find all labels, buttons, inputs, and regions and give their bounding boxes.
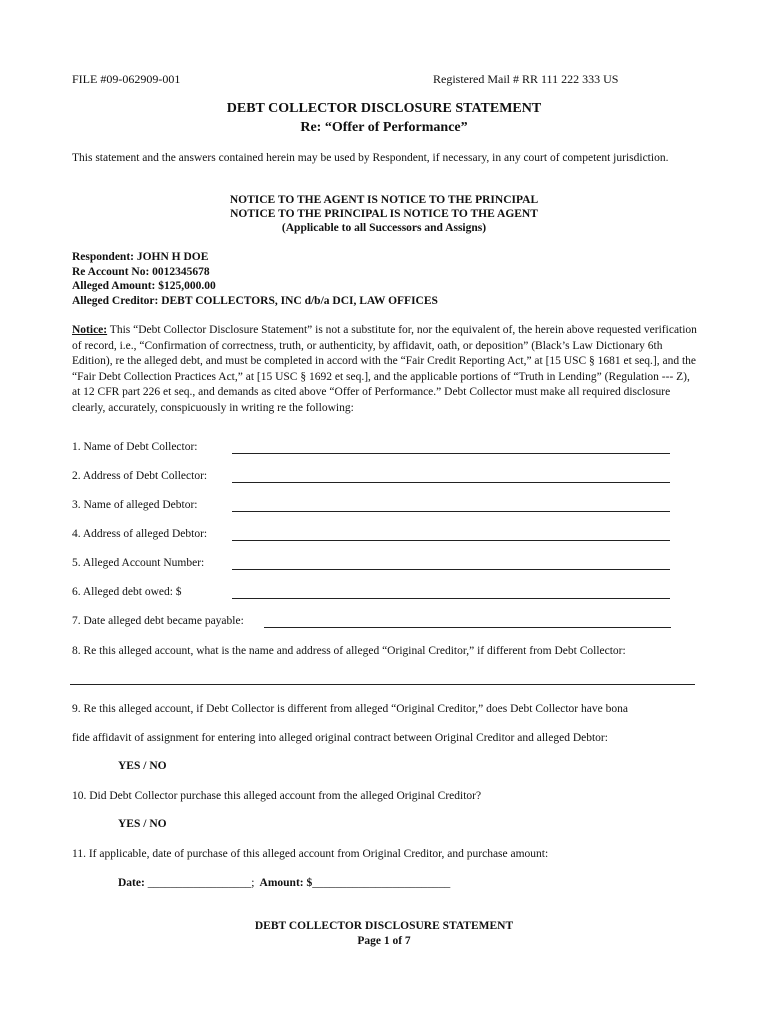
question-2-label: 2. Address of Debt Collector:	[72, 470, 208, 482]
date-field[interactable]: __________________;	[147, 877, 255, 889]
question-4-label: 4. Address of alleged Debtor:	[72, 528, 208, 540]
question-9-yes-no[interactable]: YES / NO	[118, 760, 167, 772]
question-11-label: 11. If applicable, date of purchase of this alleged account from Original Creditor, and purchase amount:	[72, 848, 549, 860]
question-9-label-continued: fide affidavit of assignment for entering into alleged original contract between Original Creditor and alleged Debtor:	[72, 732, 608, 744]
question-5-answer-line[interactable]	[232, 569, 670, 570]
question-10-label: 10. Did Debt Collector purchase this alleged account from the alleged Original Creditor?	[72, 790, 482, 802]
question-10-yes-no[interactable]: YES / NO	[118, 818, 167, 830]
date-label: Date:	[118, 877, 148, 889]
notice-paragraph	[72, 323, 698, 416]
question-2-answer-line[interactable]	[232, 482, 670, 483]
notice-label: Notice:	[72, 324, 108, 336]
file-number: FILE #09-062909-001	[72, 72, 181, 86]
document-title: DEBT COLLECTOR DISCLOSURE STATEMENT	[226, 101, 542, 116]
notice-line-1: NOTICE TO THE AGENT IS NOTICE TO THE PRINCIPAL	[229, 194, 539, 206]
question-6-answer-line[interactable]	[232, 598, 670, 599]
question-8-label: 8. Re this alleged account, what is the name and address of alleged “Original Creditor,” if different from Debt Collector:	[72, 645, 626, 657]
page-number: Page 1 of 7	[357, 935, 411, 947]
question-8-answer-line[interactable]	[70, 684, 695, 685]
question-9-label: 9. Re this alleged account, if Debt Collector is different from alleged “Original Creditor,” does Debt Collector have bona	[72, 703, 628, 715]
purchase-date-amount-row	[118, 877, 450, 889]
alleged-creditor: Alleged Creditor: DEBT COLLECTORS, INC d/b/a DCI, LAW OFFICES	[72, 295, 438, 307]
amount-label: Amount: $	[259, 877, 313, 889]
question-7-answer-line[interactable]	[264, 627, 671, 628]
alleged-amount: Alleged Amount: $125,000.00	[72, 280, 216, 292]
intro-paragraph: This statement and the answers contained herein may be used by Respondent, if necessary, in any court of competent jurisdiction.	[72, 152, 669, 164]
amount-field[interactable]: ________________________	[312, 877, 451, 889]
question-6-label: 6. Alleged debt owed: $	[72, 586, 182, 598]
notice-line-2: NOTICE TO THE PRINCIPAL IS NOTICE TO THE AGENT	[230, 208, 538, 220]
question-4-answer-line[interactable]	[232, 540, 670, 541]
registered-mail-number: Registered Mail # RR 111 222 333 US	[433, 72, 619, 86]
question-1-label: 1. Name of Debt Collector:	[72, 441, 198, 453]
question-3-answer-line[interactable]	[232, 511, 670, 512]
account-number: Re Account No: 0012345678	[72, 266, 210, 278]
document-subtitle: Re: “Offer of Performance”	[300, 120, 468, 135]
question-7-label: 7. Date alleged debt became payable:	[72, 615, 244, 627]
footer-title: DEBT COLLECTOR DISCLOSURE STATEMENT	[254, 920, 514, 932]
respondent: Respondent: JOHN H DOE	[72, 251, 209, 263]
question-3-label: 3. Name of alleged Debtor:	[72, 499, 198, 511]
notice-line-3: (Applicable to all Successors and Assigns)	[281, 222, 487, 234]
question-1-answer-line[interactable]	[232, 453, 670, 454]
notice-text: This “Debt Collector Disclosure Statement” is not a substitute for, nor the equivalent of, the herein above requested verification of record, i.e., “Confirmation of correctness, truth, or authenticity, by affidavit, oath, or deposition” (Black’s Law Dictionary 6th Edition), re the alleged debt, and must be completed in accord with the “Fair Credit Reporting Act,” at [15 USC § 1681 et seq.], and the “Fair Debt Collection Practices Act,” at [15 USC § 1692 et seq.], and the applicable portions of “Truth in Lending” (Regulation --- Z), at 12 CFR part 226 et seq., and demands as cited above “Offer of Performance.” Debt Collector must make all required disclosure clearly, accurately, conspicuously in writing re the following:	[72, 324, 697, 414]
question-5-label: 5. Alleged Account Number:	[72, 557, 205, 569]
